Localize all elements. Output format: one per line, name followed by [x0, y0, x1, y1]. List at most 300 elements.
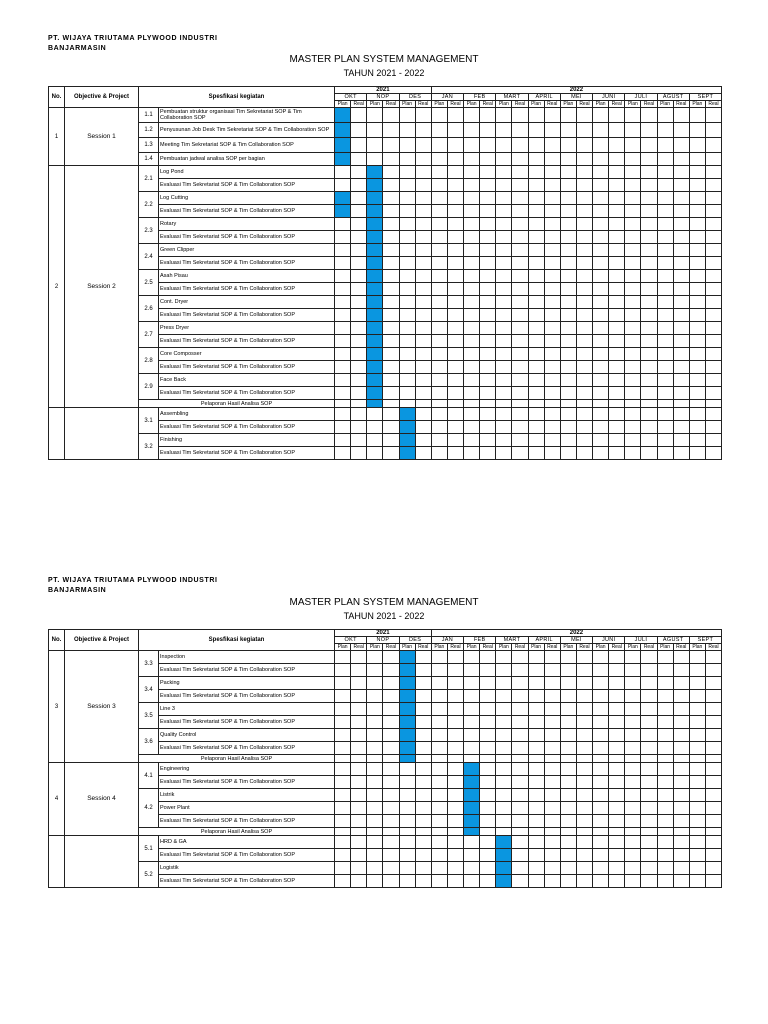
- gantt-cell: [705, 387, 721, 400]
- plan-row: [49, 218, 722, 231]
- gantt-cell: [399, 763, 415, 776]
- gantt-cell: [609, 703, 625, 716]
- gantt-cell: [480, 703, 496, 716]
- gantt-cell: [383, 776, 399, 789]
- gantt-cell: [512, 179, 528, 192]
- gantt-cell: [705, 716, 721, 729]
- plan-row: [49, 651, 722, 664]
- gantt-cell: [576, 755, 592, 763]
- header-plan: Plan: [399, 644, 415, 651]
- gantt-cell: [528, 348, 544, 361]
- activity-code: 4.1: [139, 763, 159, 789]
- header-real: Real: [415, 644, 431, 651]
- gantt-cell: [335, 742, 351, 755]
- gantt-cell: [512, 664, 528, 677]
- gantt-bar-cell: [367, 400, 383, 408]
- gantt-cell: [383, 802, 399, 815]
- gantt-cell: [512, 836, 528, 849]
- gantt-cell: [335, 283, 351, 296]
- gantt-cell: [625, 335, 641, 348]
- gantt-cell: [593, 447, 609, 460]
- gantt-cell: [593, 153, 609, 166]
- gantt-cell: [593, 166, 609, 179]
- gantt-cell: [528, 742, 544, 755]
- header-real: Real: [576, 101, 592, 108]
- gantt-cell: [431, 166, 447, 179]
- gantt-cell: [496, 179, 512, 192]
- gantt-cell: [593, 283, 609, 296]
- gantt-cell: [415, 849, 431, 862]
- gantt-cell: [335, 776, 351, 789]
- plan-row: [49, 192, 722, 205]
- gantt-cell: [625, 447, 641, 460]
- gantt-cell: [512, 257, 528, 270]
- gantt-cell: [673, 421, 689, 434]
- gantt-cell: [705, 231, 721, 244]
- gantt-cell: [335, 836, 351, 849]
- header-plan: Plan: [496, 644, 512, 651]
- gantt-cell: [576, 108, 592, 123]
- gantt-cell: [351, 776, 367, 789]
- gantt-cell: [528, 434, 544, 447]
- gantt-cell: [464, 270, 480, 283]
- gantt-cell: [641, 179, 657, 192]
- activity-code: 3.4: [139, 677, 159, 703]
- gantt-cell: [496, 218, 512, 231]
- gantt-cell: [447, 244, 463, 257]
- gantt-cell: [431, 828, 447, 836]
- gantt-cell: [576, 815, 592, 828]
- gantt-cell: [399, 309, 415, 322]
- gantt-cell: [335, 244, 351, 257]
- gantt-cell: [480, 231, 496, 244]
- gantt-cell: [609, 742, 625, 755]
- gantt-cell: [431, 729, 447, 742]
- gantt-cell: [657, 296, 673, 309]
- gantt-cell: [544, 138, 560, 153]
- gantt-cell: [480, 322, 496, 335]
- gantt-cell: [480, 361, 496, 374]
- gantt-cell: [464, 123, 480, 138]
- gantt-cell: [480, 205, 496, 218]
- gantt-cell: [335, 408, 351, 421]
- gantt-cell: [689, 153, 705, 166]
- gantt-cell: [399, 836, 415, 849]
- gantt-cell: [431, 677, 447, 690]
- gantt-cell: [705, 123, 721, 138]
- gantt-cell: [415, 179, 431, 192]
- gantt-cell: [415, 166, 431, 179]
- gantt-cell: [560, 296, 576, 309]
- gantt-cell: [399, 218, 415, 231]
- gantt-cell: [496, 742, 512, 755]
- gantt-cell: [383, 374, 399, 387]
- header-month-agust: AGUST: [657, 637, 689, 644]
- gantt-cell: [657, 677, 673, 690]
- gantt-cell: [383, 270, 399, 283]
- gantt-cell: [512, 166, 528, 179]
- gantt-cell: [335, 651, 351, 664]
- gantt-cell: [464, 434, 480, 447]
- gantt-cell: [399, 849, 415, 862]
- gantt-cell: [351, 703, 367, 716]
- gantt-cell: [641, 875, 657, 888]
- gantt-cell: [431, 651, 447, 664]
- header-month-juni: JUNI: [593, 94, 625, 101]
- gantt-cell: [415, 703, 431, 716]
- gantt-cell: [705, 153, 721, 166]
- gantt-cell: [625, 296, 641, 309]
- gantt-cell: [464, 179, 480, 192]
- gantt-cell: [609, 270, 625, 283]
- gantt-cell: [367, 664, 383, 677]
- gantt-cell: [431, 875, 447, 888]
- gantt-cell: [480, 434, 496, 447]
- gantt-cell: [641, 192, 657, 205]
- gantt-cell: [383, 123, 399, 138]
- gantt-cell: [464, 875, 480, 888]
- plan-row: [49, 153, 722, 166]
- gantt-cell: [560, 153, 576, 166]
- activity-code: 5.2: [139, 862, 159, 888]
- gantt-cell: [512, 690, 528, 703]
- gantt-cell: [625, 849, 641, 862]
- activity-spec: Core Composser: [159, 348, 335, 361]
- gantt-cell: [576, 166, 592, 179]
- gantt-cell: [673, 387, 689, 400]
- gantt-cell: [383, 231, 399, 244]
- header-year-2021: 2021: [335, 87, 432, 94]
- gantt-cell: [480, 836, 496, 849]
- activity-spec: Evaluasi Tim Sekretariat SOP & Tim Collaboration SOP: [159, 742, 335, 755]
- gantt-cell: [657, 802, 673, 815]
- gantt-cell: [415, 123, 431, 138]
- gantt-cell: [560, 815, 576, 828]
- gantt-cell: [576, 361, 592, 374]
- gantt-cell: [625, 677, 641, 690]
- gantt-cell: [544, 755, 560, 763]
- gantt-cell: [576, 283, 592, 296]
- gantt-cell: [657, 703, 673, 716]
- gantt-cell: [593, 309, 609, 322]
- gantt-cell: [641, 729, 657, 742]
- gantt-cell: [335, 166, 351, 179]
- gantt-cell: [560, 335, 576, 348]
- gantt-cell: [528, 802, 544, 815]
- gantt-cell: [657, 664, 673, 677]
- gantt-cell: [576, 309, 592, 322]
- gantt-cell: [609, 205, 625, 218]
- gantt-bar-cell: [367, 257, 383, 270]
- activity-spec: Evaluasi Tim Sekretariat SOP & Tim Collaboration SOP: [159, 776, 335, 789]
- gantt-cell: [641, 153, 657, 166]
- gantt-cell: [576, 218, 592, 231]
- gantt-cell: [447, 755, 463, 763]
- gantt-cell: [512, 828, 528, 836]
- gantt-bar-cell: [367, 283, 383, 296]
- gantt-cell: [576, 231, 592, 244]
- gantt-cell: [351, 716, 367, 729]
- gantt-cell: [399, 387, 415, 400]
- gantt-cell: [496, 283, 512, 296]
- gantt-cell: [673, 789, 689, 802]
- gantt-cell: [673, 447, 689, 460]
- gantt-cell: [367, 789, 383, 802]
- gantt-cell: [641, 270, 657, 283]
- gantt-cell: [593, 849, 609, 862]
- gantt-cell: [609, 828, 625, 836]
- gantt-cell: [480, 875, 496, 888]
- gantt-cell: [576, 447, 592, 460]
- gantt-cell: [625, 862, 641, 875]
- activity-spec: Evaluasi Tim Sekretariat SOP & Tim Collaboration SOP: [159, 447, 335, 460]
- gantt-cell: [689, 231, 705, 244]
- gantt-cell: [447, 690, 463, 703]
- session-name: Session 4: [65, 763, 139, 836]
- gantt-cell: [705, 755, 721, 763]
- gantt-cell: [383, 742, 399, 755]
- gantt-cell: [399, 374, 415, 387]
- gantt-cell: [351, 729, 367, 742]
- gantt-cell: [415, 434, 431, 447]
- session-name: [65, 836, 139, 888]
- report-label: Pelaporan Hasil Analisa SOP: [139, 828, 335, 836]
- gantt-cell: [576, 205, 592, 218]
- report-label: Pelaporan Hasil Analisa SOP: [139, 755, 335, 763]
- gantt-cell: [641, 421, 657, 434]
- gantt-cell: [335, 374, 351, 387]
- gantt-cell: [415, 755, 431, 763]
- gantt-cell: [560, 755, 576, 763]
- gantt-cell: [512, 742, 528, 755]
- gantt-cell: [367, 421, 383, 434]
- gantt-cell: [447, 421, 463, 434]
- gantt-cell: [576, 153, 592, 166]
- gantt-cell: [657, 447, 673, 460]
- gantt-cell: [528, 108, 544, 123]
- gantt-cell: [447, 802, 463, 815]
- gantt-cell: [673, 108, 689, 123]
- gantt-cell: [447, 716, 463, 729]
- activity-code: 3.1: [139, 408, 159, 434]
- activity-spec: Asah Pisau: [159, 270, 335, 283]
- gantt-cell: [335, 309, 351, 322]
- gantt-cell: [464, 309, 480, 322]
- gantt-cell: [625, 218, 641, 231]
- gantt-cell: [593, 763, 609, 776]
- gantt-cell: [512, 875, 528, 888]
- gantt-cell: [335, 257, 351, 270]
- gantt-cell: [431, 309, 447, 322]
- gantt-cell: [383, 257, 399, 270]
- gantt-cell: [480, 664, 496, 677]
- gantt-cell: [383, 815, 399, 828]
- gantt-cell: [512, 231, 528, 244]
- gantt-cell: [560, 283, 576, 296]
- gantt-cell: [415, 257, 431, 270]
- gantt-cell: [689, 815, 705, 828]
- company-city: BANJARMASIN: [48, 45, 107, 52]
- gantt-cell: [609, 108, 625, 123]
- gantt-cell: [641, 205, 657, 218]
- gantt-cell: [705, 849, 721, 862]
- gantt-cell: [576, 138, 592, 153]
- gantt-cell: [351, 309, 367, 322]
- gantt-cell: [480, 849, 496, 862]
- company-name: PT. WIJAYA TRIUTAMA PLYWOOD INDUSTRI: [48, 577, 218, 584]
- gantt-cell: [576, 408, 592, 421]
- gantt-cell: [576, 348, 592, 361]
- gantt-cell: [705, 270, 721, 283]
- gantt-cell: [512, 447, 528, 460]
- gantt-bar-cell: [367, 205, 383, 218]
- gantt-cell: [351, 677, 367, 690]
- gantt-cell: [689, 776, 705, 789]
- gantt-cell: [399, 322, 415, 335]
- gantt-cell: [528, 322, 544, 335]
- activity-spec: Power Plant: [159, 802, 335, 815]
- gantt-cell: [625, 828, 641, 836]
- header-plan: Plan: [335, 101, 351, 108]
- gantt-cell: [383, 322, 399, 335]
- gantt-cell: [431, 270, 447, 283]
- gantt-cell: [609, 651, 625, 664]
- gantt-cell: [544, 348, 560, 361]
- gantt-cell: [447, 179, 463, 192]
- gantt-cell: [447, 387, 463, 400]
- gantt-cell: [512, 776, 528, 789]
- gantt-cell: [609, 849, 625, 862]
- gantt-cell: [351, 651, 367, 664]
- gantt-cell: [544, 862, 560, 875]
- gantt-cell: [383, 361, 399, 374]
- header-real: Real: [544, 101, 560, 108]
- gantt-cell: [512, 400, 528, 408]
- gantt-bar-cell: [496, 836, 512, 849]
- gantt-cell: [335, 755, 351, 763]
- gantt-cell: [689, 309, 705, 322]
- gantt-cell: [512, 244, 528, 257]
- gantt-cell: [673, 257, 689, 270]
- gantt-cell: [689, 123, 705, 138]
- gantt-cell: [528, 257, 544, 270]
- gantt-cell: [609, 192, 625, 205]
- gantt-cell: [351, 400, 367, 408]
- session-number: 3: [49, 651, 65, 763]
- gantt-cell: [593, 434, 609, 447]
- gantt-cell: [351, 296, 367, 309]
- gantt-cell: [415, 387, 431, 400]
- gantt-cell: [528, 836, 544, 849]
- gantt-cell: [447, 309, 463, 322]
- activity-spec: Evaluasi Tim Sekretariat SOP & Tim Collaboration SOP: [159, 849, 335, 862]
- gantt-cell: [447, 153, 463, 166]
- header-real: Real: [705, 101, 721, 108]
- activity-spec: Penyusunan Job Desk Tim Sekretariat SOP & Tim Collaboration SOP: [159, 123, 335, 138]
- header-month-jan: JAN: [431, 637, 463, 644]
- gantt-cell: [512, 763, 528, 776]
- gantt-cell: [689, 802, 705, 815]
- activity-spec: Evaluasi Tim Sekretariat SOP & Tim Collaboration SOP: [159, 283, 335, 296]
- gantt-cell: [593, 179, 609, 192]
- gantt-cell: [399, 205, 415, 218]
- gantt-cell: [641, 218, 657, 231]
- gantt-cell: [431, 108, 447, 123]
- gantt-cell: [544, 664, 560, 677]
- header-month-april: APRIL: [528, 94, 560, 101]
- gantt-cell: [609, 335, 625, 348]
- gantt-cell: [512, 716, 528, 729]
- gantt-cell: [673, 374, 689, 387]
- gantt-cell: [480, 862, 496, 875]
- gantt-cell: [560, 875, 576, 888]
- gantt-cell: [609, 322, 625, 335]
- gantt-cell: [480, 166, 496, 179]
- gantt-cell: [673, 836, 689, 849]
- header-real: Real: [480, 101, 496, 108]
- gantt-cell: [657, 153, 673, 166]
- gantt-cell: [625, 192, 641, 205]
- gantt-cell: [447, 664, 463, 677]
- activity-spec: Evaluasi Tim Sekretariat SOP & Tim Collaboration SOP: [159, 387, 335, 400]
- gantt-cell: [528, 729, 544, 742]
- gantt-cell: [335, 270, 351, 283]
- gantt-cell: [399, 862, 415, 875]
- gantt-cell: [415, 716, 431, 729]
- gantt-cell: [335, 729, 351, 742]
- gantt-cell: [367, 776, 383, 789]
- gantt-cell: [367, 763, 383, 776]
- gantt-cell: [431, 400, 447, 408]
- header-plan: Plan: [464, 644, 480, 651]
- gantt-cell: [576, 434, 592, 447]
- gantt-cell: [689, 755, 705, 763]
- gantt-cell: [544, 335, 560, 348]
- company-name: PT. WIJAYA TRIUTAMA PLYWOOD INDUSTRI: [48, 35, 218, 42]
- gantt-cell: [335, 218, 351, 231]
- gantt-cell: [705, 828, 721, 836]
- gantt-cell: [447, 108, 463, 123]
- header-plan: Plan: [625, 644, 641, 651]
- gantt-cell: [641, 828, 657, 836]
- gantt-cell: [464, 677, 480, 690]
- gantt-cell: [609, 138, 625, 153]
- gantt-cell: [399, 296, 415, 309]
- activity-code: 3.2: [139, 434, 159, 460]
- gantt-cell: [528, 703, 544, 716]
- gantt-cell: [705, 374, 721, 387]
- gantt-cell: [415, 815, 431, 828]
- gantt-cell: [480, 742, 496, 755]
- gantt-cell: [431, 703, 447, 716]
- gantt-cell: [335, 703, 351, 716]
- gantt-cell: [641, 387, 657, 400]
- gantt-cell: [399, 348, 415, 361]
- gantt-cell: [399, 231, 415, 244]
- gantt-cell: [367, 862, 383, 875]
- gantt-cell: [528, 400, 544, 408]
- header-plan: Plan: [625, 101, 641, 108]
- gantt-cell: [689, 408, 705, 421]
- gantt-cell: [593, 421, 609, 434]
- plan-row: [49, 400, 722, 408]
- gantt-cell: [593, 408, 609, 421]
- gantt-cell: [496, 205, 512, 218]
- header-real: Real: [705, 644, 721, 651]
- gantt-cell: [431, 348, 447, 361]
- gantt-cell: [657, 729, 673, 742]
- gantt-cell: [560, 348, 576, 361]
